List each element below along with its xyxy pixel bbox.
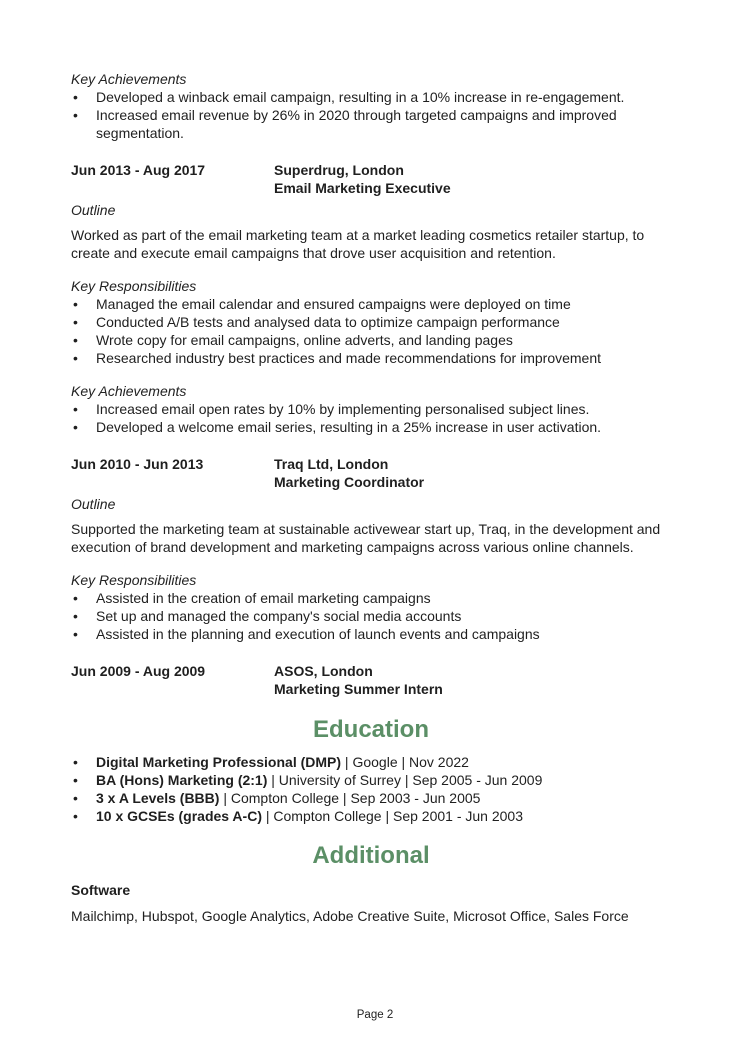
key-responsibilities-label: Key Responsibilities <box>71 572 197 588</box>
outline-label: Outline <box>71 496 116 512</box>
job-entry-asos <box>71 662 671 698</box>
job-entry-traq <box>71 455 671 643</box>
list-item: • Developed a winback email campaign, resulting in a 10% increase in re-engagement. <box>71 88 671 106</box>
list-item: • Increased email revenue by 26% in 2020 through targeted campaigns and improved segmentation. <box>71 106 671 142</box>
list-item: • Researched industry best practices and made recommendations for improvement <box>71 349 671 367</box>
list-item: • Assisted in the creation of email marketing campaigns <box>71 589 671 607</box>
qualification: 3 x A Levels (BBB) <box>96 790 220 806</box>
list-item <box>71 807 671 825</box>
job-company: ASOS, London <box>274 663 373 679</box>
list-item <box>71 771 671 789</box>
qualification-details: | Compton College | Sep 2001 - Jun 2003 <box>261 808 523 824</box>
prev-job-achievements <box>71 70 671 142</box>
job-header <box>71 662 671 698</box>
list-item: • Wrote copy for email campaigns, online adverts, and landing pages <box>71 331 671 349</box>
qualification: BA (Hons) Marketing (2:1) <box>96 772 268 788</box>
job-title: Email Marketing Executive <box>274 180 451 196</box>
job-title: Marketing Summer Intern <box>274 681 443 697</box>
key-achievements-label: Key Achievements <box>71 383 187 399</box>
list-item <box>71 753 671 771</box>
responsibilities-list <box>71 295 671 367</box>
job-title: Marketing Coordinator <box>274 474 425 490</box>
achievements-list <box>71 88 671 142</box>
qualification-details: | Google | Nov 2022 <box>341 754 469 770</box>
resume-page-2 <box>71 70 671 925</box>
list-item: • Set up and managed the company's social media accounts <box>71 607 671 625</box>
key-responsibilities-label: Key Responsibilities <box>71 278 197 294</box>
outline-label: Outline <box>71 202 116 218</box>
job-outline: Supported the marketing team at sustainable activewear start up, Traq, in the development and execution of brand development and marketing campaigns across various online channels. <box>71 521 661 555</box>
list-item: • Conducted A/B tests and analysed data to optimize campaign performance <box>71 313 671 331</box>
key-achievements-label: Key Achievements <box>71 71 187 87</box>
software-label: Software <box>71 882 131 898</box>
qualification-details: | Compton College | Sep 2003 - Jun 2005 <box>219 790 481 806</box>
job-company: Superdrug, London <box>274 162 404 178</box>
qualification: Digital Marketing Professional (DMP) <box>96 754 342 770</box>
job-dates: Jun 2013 - Aug 2017 <box>71 162 206 178</box>
job-entry-superdrug <box>71 161 671 436</box>
software-list: Mailchimp, Hubspot, Google Analytics, Adobe Creative Suite, Microsot Office, Sales Force <box>71 908 629 924</box>
job-dates: Jun 2010 - Jun 2013 <box>71 456 204 472</box>
job-outline: Worked as part of the email marketing team at a market leading cosmetics retailer startup, to create and execute email campaigns that drove user acquisition and retention. <box>71 227 645 261</box>
list-item: • Managed the email calendar and ensured campaigns were deployed on time <box>71 295 671 313</box>
job-header <box>71 455 671 491</box>
list-item: • Assisted in the planning and execution of launch events and campaigns <box>71 625 671 643</box>
list-item: • Increased email open rates by 10% by implementing personalised subject lines. <box>71 400 671 418</box>
list-item: • Developed a welcome email series, resulting in a 25% increase in user activation. <box>71 418 671 436</box>
qualification: 10 x GCSEs (grades A-C) <box>96 808 262 824</box>
responsibilities-list <box>71 589 671 643</box>
achievements-list <box>71 400 671 436</box>
job-header <box>71 161 671 197</box>
list-item <box>71 789 671 807</box>
education-heading: Education <box>312 716 429 743</box>
additional-heading: Additional <box>312 842 430 869</box>
qualification-details: | University of Surrey | Sep 2005 - Jun 2009 <box>267 772 543 788</box>
page-number: Page 2 <box>356 1009 394 1021</box>
job-company: Traq Ltd, London <box>274 456 389 472</box>
job-dates: Jun 2009 - Aug 2009 <box>71 663 206 679</box>
education-list <box>71 753 671 825</box>
